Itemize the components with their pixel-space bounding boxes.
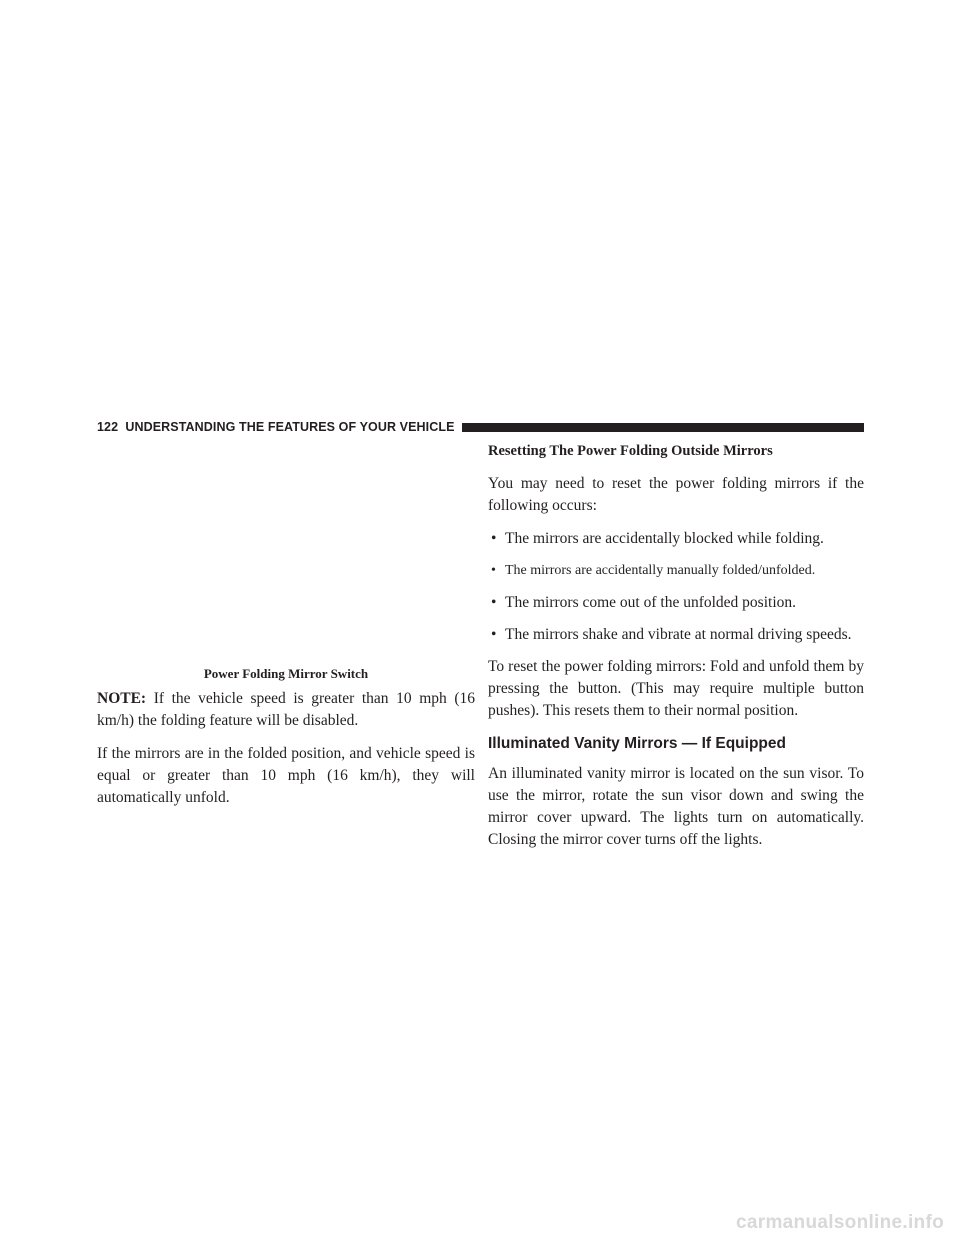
bullet-icon: • [491,563,496,578]
bullet-icon: • [491,530,497,547]
bullet-icon: • [491,594,497,611]
left-column [97,640,475,820]
bullet-icon: • [491,626,497,643]
list-item: • The mirrors are accidentally manually folded/unfolded. [488,560,864,582]
note-text: If the vehicle speed is greater than 10 mph (16 km/h) the folding feature will be disabled. [97,690,475,729]
header-rule [462,423,864,432]
right-column [488,440,864,862]
figure-caption: Power Folding Mirror Switch [203,666,369,681]
section-title: UNDERSTANDING THE FEATURES OF YOUR VEHICLE [125,420,455,434]
list-item: • The mirrors shake and vibrate at normal driving speeds. [488,624,864,646]
conditions-list [488,528,864,646]
page-number: 122 [97,420,119,434]
list-item: • The mirrors come out of the unfolded position. [488,592,864,614]
watermark-text: carmanualsonline.info [736,1212,944,1233]
unfold-paragraph: If the mirrors are in the folded position, and vehicle speed is equal or greater than 10 mph (16 km/h), they will automatically unfold. [97,745,475,806]
figure-image-area [97,443,475,663]
page-header [97,419,864,435]
note-paragraph [97,688,475,732]
reset-paragraph: To reset the power folding mirrors: Fold and unfold them by pressing the button. (This may require multiple button pushes). This resets them to their normal position. [488,658,864,719]
resetting-subhead: Resetting The Power Folding Outside Mirrors [488,443,773,459]
vanity-section-heading: Illuminated Vanity Mirrors — If Equipped [488,735,786,752]
page-header-text [97,420,455,434]
vanity-paragraph: An illuminated vanity mirror is located on the sun visor. To use the mirror, rotate the sun visor down and swing the mirror cover upward. The lights turn on automatically. Closing the mirror cover turns off the lights. [488,765,864,848]
list-item: • The mirrors are accidentally blocked while folding. [488,528,864,550]
intro-paragraph: You may need to reset the power folding mirrors if the following occurs: [488,475,864,514]
note-label: NOTE: [97,690,147,707]
